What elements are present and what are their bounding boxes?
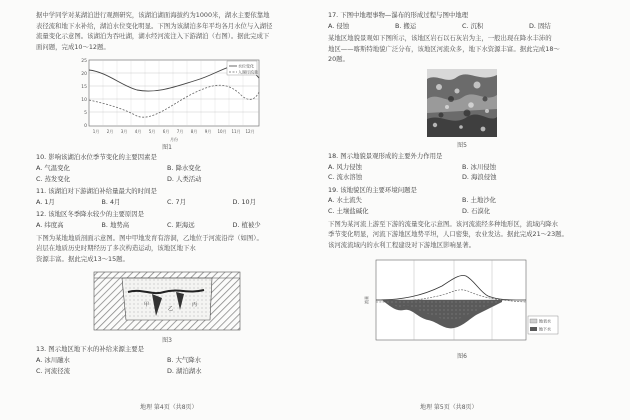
option-list (328, 162, 596, 183)
x-tick: 5月 (148, 129, 156, 135)
figure-1-chart (67, 56, 267, 152)
page-footer-right: 地理 第5页（共8页） (420, 404, 478, 411)
question-stem: 18. 图示地貌景观形成的主要外力作用是 (328, 151, 443, 160)
intro-paragraph-4 (328, 219, 596, 251)
x-tick: 12月 (245, 129, 255, 135)
option-d[interactable]: D. 人类活动 (167, 174, 202, 183)
y-axis-label: 流量 (364, 296, 369, 305)
x-tick: 4月 (134, 129, 142, 135)
intro-paragraph-2 (36, 233, 298, 265)
option-b[interactable]: B. 地势高 (101, 220, 130, 229)
text-line: 该河流流域内的水利工程建设对下游地区影响显著。 (328, 240, 475, 249)
option-list (328, 21, 596, 32)
figure-6-profile (362, 256, 562, 360)
y-tick: 10 (81, 98, 87, 104)
option-d[interactable]: D. 海浪侵蚀 (462, 173, 497, 182)
question-stem: 10. 影响该湖泊水位季节变化的主要因素是 (36, 153, 157, 162)
question-stem: 13. 图示地区地下水的补给来源主要是 (36, 345, 145, 354)
text-line: 据中学同学对某湖泊进行观测研究，该湖泊湖面海拔约为1000米，湖水主要依靠地 (36, 11, 270, 19)
option-d[interactable]: D. 植被少 (232, 220, 261, 229)
option-list (36, 163, 298, 184)
question-18 (328, 151, 596, 183)
text-line: 季节变化明显，河流下游地区地势平坦，人口密集，农业发达。据此完成21～23题。 (328, 230, 568, 239)
text-line: 下图为某河流上游至下游的流量变化示意图。该河流流经多种地形区，流域内降水 (328, 219, 559, 228)
x-tick: 8月 (190, 129, 198, 135)
figure-1-caption: 图1 (162, 144, 172, 152)
option-b[interactable]: B. 大气降水 (167, 355, 202, 364)
question-12 (36, 209, 298, 230)
text-line: 某地区地貌景观如下图所示，该地区岩石以石灰岩为主，一般出现在降水丰沛的 (328, 34, 552, 43)
option-c[interactable]: C. 7月 (167, 197, 186, 206)
option-a[interactable]: A. 冰川融水 (36, 355, 70, 364)
text-line: 地区——喀斯特地貌广泛分布，该地区河流众多，地下水资源丰富。据此完成18～ (328, 44, 560, 53)
question-stem: 17. 下图中地理事物—瀑布的形成过程与图中地理 (328, 11, 469, 19)
text-line: 表径流和地下水补给，湖泊水位变化明显。下图为该湖泊多年平均各月水位与入湖径 (36, 21, 273, 30)
option-list (36, 355, 298, 376)
question-11 (36, 186, 298, 207)
intro-paragraph-1 (36, 10, 298, 52)
option-d[interactable]: D. 湖泊湖水 (167, 366, 202, 375)
option-b[interactable]: B. 土地沙化 (462, 196, 497, 205)
legend-label-1: 地表水 (539, 318, 551, 324)
text-line: 面问题，完成10～12题。 (36, 42, 110, 51)
y-axis-ticks (81, 58, 87, 129)
question-stem: 19. 该地貌区的主要环境问题是 (328, 185, 417, 194)
figure-5-photo (427, 69, 497, 149)
option-c[interactable]: C. 蒸发变化 (36, 174, 71, 183)
karst-photo (427, 69, 497, 137)
option-a[interactable]: A. 风力侵蚀 (328, 162, 362, 171)
figure-6-caption: 图6 (457, 352, 467, 360)
question-13 (36, 344, 298, 376)
option-a[interactable]: A. 1月 (36, 197, 55, 206)
text-line: 流量变化示意图。该湖泊为吞吐湖，湖水经河流注入下游湖泊（右图）。据此完成下 (36, 32, 270, 41)
legend-label-1: 水位变化 (238, 63, 254, 69)
option-list (36, 220, 298, 231)
label-yi: 乙 (168, 306, 174, 313)
question-stem: 12. 该地区冬季降水较少的主要原因是 (36, 210, 145, 219)
x-tick: 2月 (106, 129, 114, 135)
option-d[interactable]: D. 固结 (529, 21, 551, 30)
question-stem: 11. 该湖泊对下游湖泊补给量最大的时间是 (36, 187, 157, 196)
question-19 (328, 185, 596, 217)
option-b[interactable]: B. 冰川侵蚀 (462, 162, 497, 171)
option-list (36, 197, 298, 208)
option-b[interactable]: B. 4月 (101, 197, 121, 206)
x-tick: 3月 (120, 129, 128, 135)
legend-swatch-2 (530, 327, 537, 331)
option-c[interactable]: C. 沉积 (462, 21, 484, 30)
x-tick: 11月 (231, 129, 241, 135)
option-b[interactable]: B. 搬运 (395, 21, 417, 30)
label-jia: 甲 (144, 302, 150, 309)
x-axis-ticks (93, 128, 255, 134)
option-d[interactable]: D. 石漠化 (462, 206, 491, 215)
x-tick: 9月 (204, 129, 212, 135)
page-footer-left: 地理 第4页（共8页） (140, 404, 198, 411)
question-17 (328, 10, 596, 31)
option-b[interactable]: B. 降水变化 (167, 163, 202, 172)
figure-5-caption: 图5 (457, 141, 467, 149)
x-axis-label: 月份 (170, 137, 178, 143)
legend-label-2: 地下水 (539, 326, 551, 332)
legend-label-2: 入湖径流量 (238, 69, 258, 75)
text-line: 岩层在地质历史时期经历了多次构造运动，该地区地下水 (36, 244, 196, 253)
legend-swatch-1 (530, 319, 537, 323)
option-a[interactable]: A. 气温变化 (36, 163, 70, 172)
x-tick: 1月 (92, 129, 100, 135)
option-c[interactable]: C. 流水溶蚀 (328, 173, 363, 182)
chart-svg (67, 56, 267, 144)
option-a[interactable]: A. 水土流失 (328, 196, 362, 205)
cross-section-svg (92, 270, 242, 332)
y-tick: 5 (84, 111, 87, 117)
option-a[interactable]: A. 侵蚀 (328, 21, 350, 30)
option-list (328, 195, 596, 216)
figure-2-cross-section (92, 270, 242, 344)
text-line: 资源丰富。据此完成13～15题。 (36, 254, 129, 263)
label-bing: 丙 (192, 302, 198, 309)
profile-svg (362, 256, 562, 348)
x-tick: 10月 (217, 129, 227, 135)
option-a[interactable]: A. 纬度高 (36, 220, 64, 229)
option-c[interactable]: C. 土壤盐碱化 (328, 206, 369, 215)
x-tick: 7月 (176, 129, 184, 135)
right-column (328, 10, 596, 360)
text-line: 下图为某地地质剖面示意图。图中甲地发育有溶洞，乙地位于河流沿岸（如图）。 (36, 233, 263, 242)
sediment-dots (122, 278, 212, 320)
x-tick: 6月 (162, 129, 170, 135)
left-column (36, 10, 298, 376)
intro-paragraph-3 (328, 33, 596, 65)
option-d[interactable]: D. 10月 (232, 197, 257, 206)
y-tick: 20 (81, 72, 87, 78)
figure-2-caption: 图3 (162, 336, 172, 344)
option-c[interactable]: C. 距海远 (167, 220, 195, 229)
y-tick: 15 (81, 85, 87, 91)
y-tick: 0 (84, 124, 87, 130)
y-tick: 25 (81, 59, 87, 65)
option-c[interactable]: C. 河流径流 (36, 366, 71, 375)
text-line: 20题。 (328, 55, 349, 64)
question-10 (36, 152, 298, 184)
